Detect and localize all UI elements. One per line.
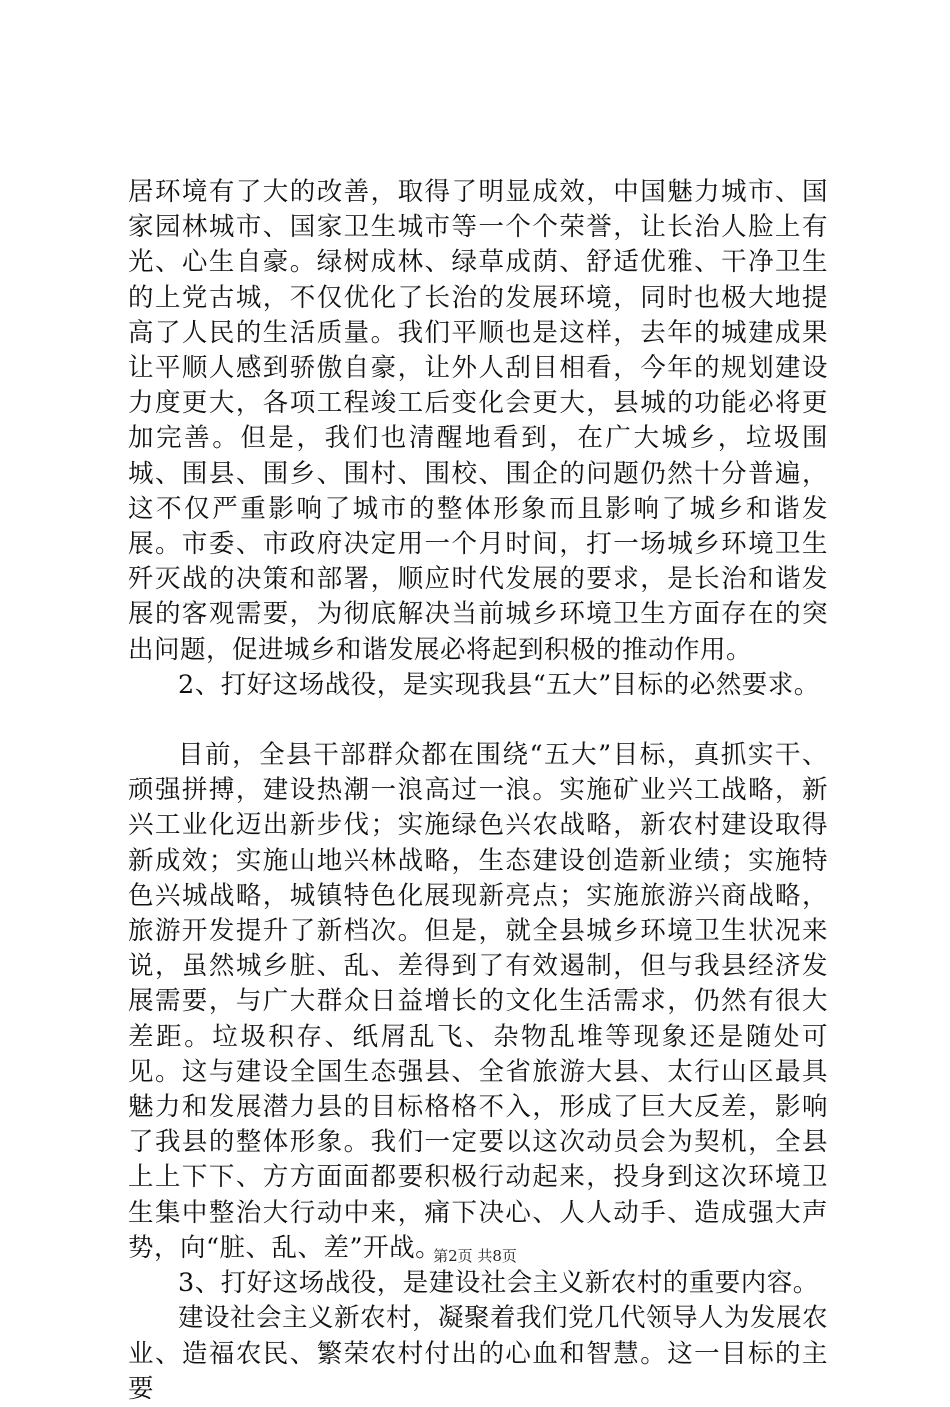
page-number-footer: 第2页 共8页: [433, 1247, 517, 1265]
heading-new-countryside: 3、打好这场战役，是建设社会主义新农村的重要内容。: [178, 1268, 819, 1299]
paragraph-spacer: [128, 703, 828, 738]
heading-five-goals: 2、打好这场战役，是实现我县“五大”目标的必然要求。: [178, 669, 820, 700]
paragraph-new-countryside: 建设社会主义新农村，凝聚着我们党几代领导人为发展农业、造福农民、繁荣农村付出的心血和智慧。这一目标的主要: [128, 1303, 829, 1404]
paragraph-five-goals: 目前，全县干部群众都在围绕“五大”目标，真抓实干、顽强拼搏，建设热潮一浪高过一浪。实施矿业兴工战略，新兴工业化迈出新步伐；实施绿色兴农战略，新农村建设取得新成效；实施山地兴林战略，生态建设创造新业绩；实施特色兴城战略，城镇特色化展现新亮点；实施旅游兴商战略，旅游开发提升了新档次。但是，就全县城乡环境卫生状况来说，虽然城乡脏、乱、差得到了有效遏制，但与我县经济发展需要，与广大群众日益增长的文化生活需求，仍然有很大差距。垃圾积存、纸屑乱飞、杂物乱堆等现象还是随处可见。这与建设全国生态强县、全省旅游大县、太行山区最具魅力和发展潜力县的目标格格不入，形成了巨大反差，影响了我县的整体形象。我们一定要以这次动员会为契机，全县上上下下、方方面面都要积极行动起来，投身到这次环境卫生集中整治大行动中来，痛下决心、人人动手、造成强大声势，向“脏、乱、差”开战。: [128, 740, 828, 1263]
paragraph-urban-environment: 居环境有了大的改善，取得了明显成效，中国魅力城市、国家园林城市、国家卫生城市等一个个荣誉，让长治人脸上有光、心生自豪。绿树成林、绿草成荫、舒适优雅、干净卫生的上党古城，不仅优化了长治的发展环境，同时也极大地提高了人民的生活质量。我们平顺也是这样，去年的城建成果让平顺人感到骄傲自豪，让外人刮目相看，今年的规划建设力度更大，各项工程竣工后变化会更大，县城的功能必将更加完善。但是，我们也清醒地看到，在广大城乡，垃圾围城、围县、围乡、围村、围校、围企的问题仍然十分普遍，这不仅严重影响了城市的整体形象而且影响了城乡和谐发展。市委、市政府决定用一个月时间，打一场城乡环境卫生歼灭战的决策和部署，顺应时代发展的要求，是长治和谐发展的客观需要，为彻底解决当前城乡环境卫生方面存在的突出问题，促进城乡和谐发展必将起到积极的推动作用。: [128, 177, 828, 665]
page-body: [128, 175, 828, 1407]
